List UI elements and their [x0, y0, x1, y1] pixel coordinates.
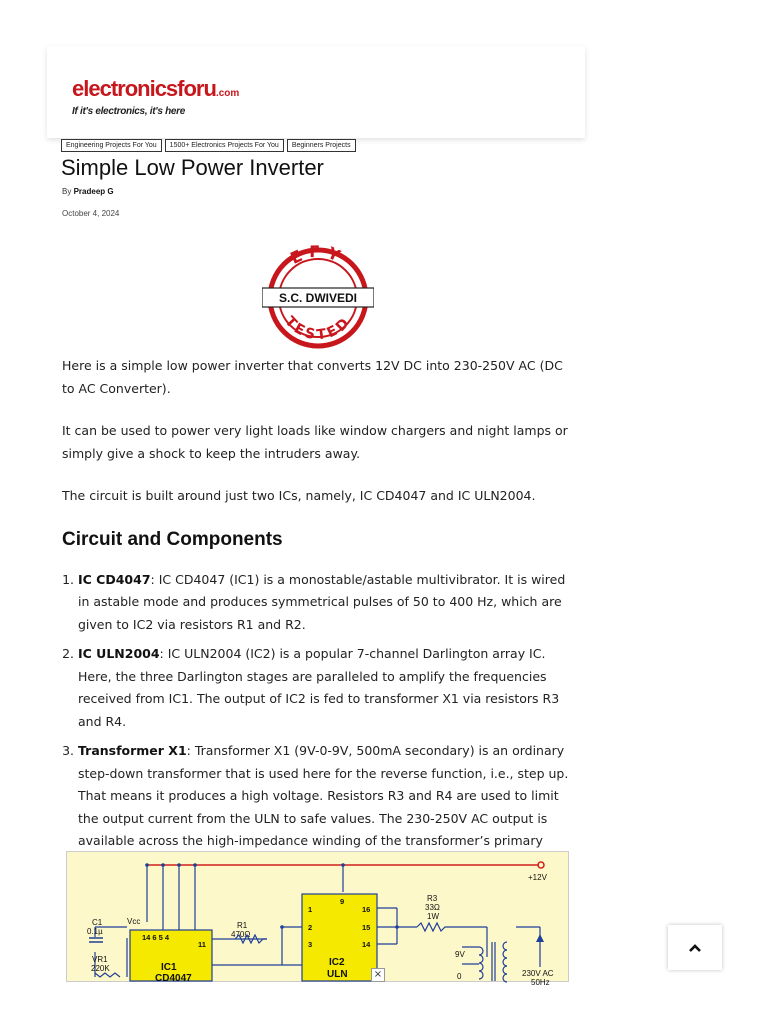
tap-label: 9V [455, 950, 465, 959]
ic2-pin-label: 3 [308, 940, 313, 949]
category-tag[interactable]: Beginners Projects [287, 139, 356, 152]
c1-label: C1 [92, 918, 103, 927]
component-description: : IC CD4047 (IC1) is a monostable/astable multivibrator. It is wired in astable mode and produces symmetrical pulses of 50 to 400 Hz, which are given to IC2 via resistors R1 and R2. [78, 571, 566, 632]
vr1-value: 220K [91, 964, 110, 973]
author-link[interactable]: Pradeep G [73, 187, 114, 196]
stamp-top-text: EFY [287, 245, 349, 268]
schematic-drawing [67, 852, 568, 987]
circuit-paragraph: The circuit is built around just two ICs, namely, IC CD4047 and IC ULN2004. [62, 488, 536, 503]
component-name: Transformer X1 [78, 743, 187, 758]
category-tag[interactable]: Engineering Projects For You [61, 139, 162, 152]
circuit-diagram [66, 851, 569, 987]
r3-label: R3 [427, 894, 438, 903]
stamp-bottom-text: TESTED [281, 313, 355, 344]
site-header [47, 46, 585, 138]
logo-tagline: If it's electronics, it's here [72, 106, 186, 117]
category-tags [61, 139, 356, 152]
list-item [78, 643, 572, 733]
ic2-pin-label: 16 [362, 905, 371, 914]
r1-label: R1 [237, 921, 248, 930]
ic2-part: ULN [327, 969, 348, 980]
site-logo[interactable] [72, 78, 239, 117]
section-heading: Circuit and Components [62, 528, 283, 550]
list-item [78, 569, 572, 637]
ac-output-label: 230V AC [522, 969, 554, 978]
ic2-pin-label: 2 [308, 923, 313, 932]
ic1-pin-numbers: 14 6 5 4 [142, 933, 170, 942]
ic2-pin-label: 14 [362, 940, 371, 949]
ic2-pin-label: 9 [340, 897, 345, 906]
r3-value: 33Ω [425, 903, 440, 912]
by-label: By [62, 187, 72, 196]
ic2-label: IC2 [329, 957, 345, 968]
article-body [62, 355, 572, 882]
rail-label: +12V [528, 873, 547, 882]
logo-wordmark: electronicsforu.com [72, 76, 240, 101]
r3-wattage: 1W [427, 912, 439, 921]
svg-text:EFY [287, 245, 348, 268]
vr1-label: VR1 [92, 955, 108, 964]
stamp-middle-text: S.C. DWIVEDI [278, 291, 358, 305]
article-title: Simple Low Power Inverter [61, 155, 324, 180]
component-description: : IC ULN2004 (IC2) is a popular 7-channel Darlington array IC. Here, the three Darlington stages are paralleled to amplify the frequencies received from IC1. The output of IC2 is fed to transformer X1 via resistors R3 and R4. [78, 646, 560, 729]
ac-frequency-label: 50Hz [531, 978, 550, 987]
r1-value: 470Ω [231, 930, 251, 939]
tap-label: 0 [457, 972, 462, 981]
category-tag[interactable]: 1500+ Electronics Projects For You [165, 139, 284, 152]
byline [62, 187, 114, 196]
publish-date: October 4, 2024 [62, 209, 120, 218]
ic1-part: CD4047 [155, 973, 192, 984]
component-name: IC CD4047 [78, 571, 151, 587]
ic1-pin-label: 11 [198, 940, 206, 949]
vcc-label: Vcc [127, 917, 141, 926]
ic1-label: IC1 [161, 962, 177, 973]
component-description: : Transformer X1 (9V-0-9V, 500mA secondary) is an ordinary step-down transformer that is used here for the reverse function, i.e., step up. That means it produces a high voltage. Resistors R3 and R4 are used to limit the output current from the ULN to safe values. The 230-250V AC output is available across the high-impedance winding of the transformer’s primary [78, 743, 569, 848]
components-list [62, 569, 572, 876]
ic2-pin-label: 1 [308, 905, 313, 914]
c1-value: 0.1µ [87, 927, 103, 936]
intro-paragraph: Here is a simple low power inverter that converts 12V DC into 230-250V AC (DC to AC Converter). [62, 358, 563, 396]
efy-tested-stamp [262, 245, 374, 349]
back-to-top-button[interactable] [668, 925, 722, 970]
usage-paragraph: It can be used to power very light loads like window chargers and night lamps or simply give a shock to keep the intruders away. [62, 423, 568, 461]
close-ad-button[interactable]: × [371, 968, 385, 982]
component-name: IC ULN2004 [78, 646, 160, 661]
ic2-pin-label: 15 [362, 923, 371, 932]
chevron-up-icon [688, 943, 702, 953]
